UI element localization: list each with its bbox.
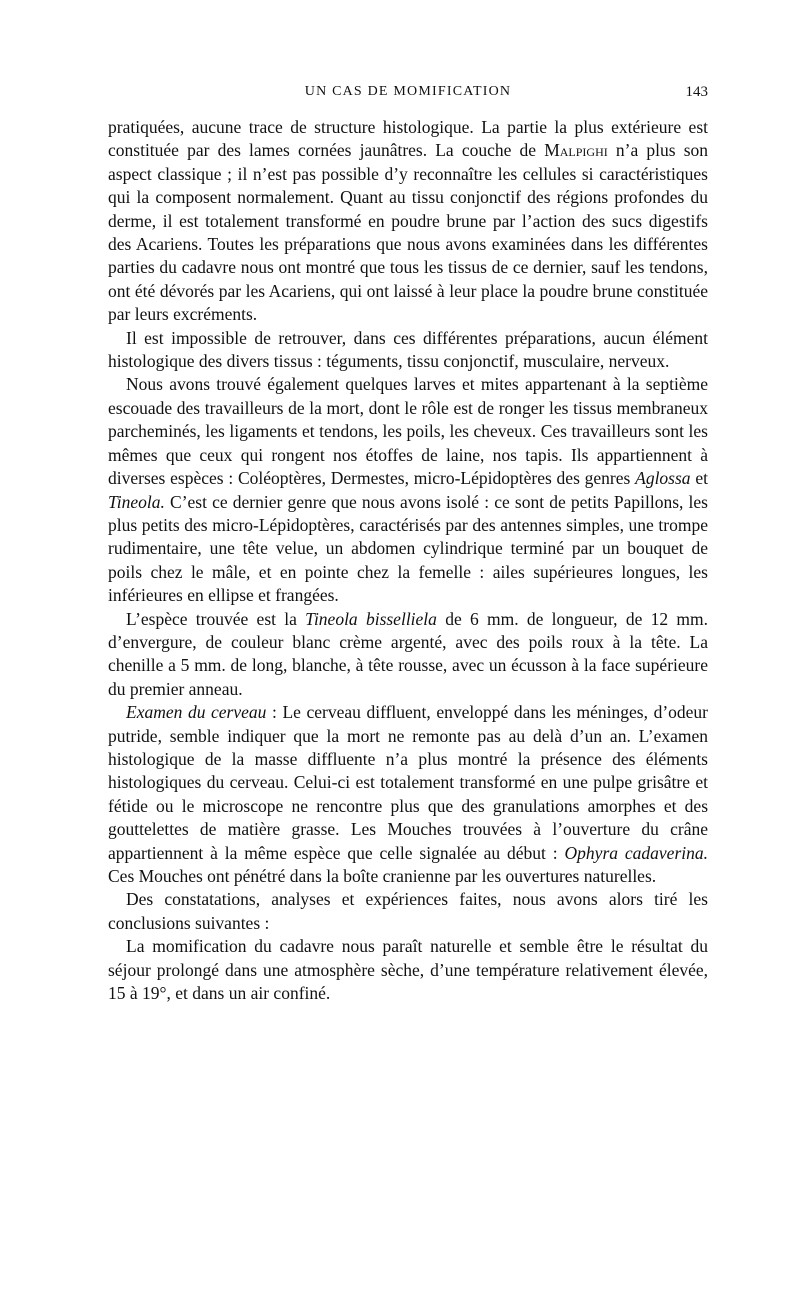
text-run: pratiquées, aucune trace de structure histologique. La partie la plus extérieure est constituée par des lames cornées jaunâtres. La couche de bbox=[108, 117, 708, 161]
paragraph-3 bbox=[108, 373, 708, 607]
body-text bbox=[108, 116, 708, 1005]
text-run: L’espèce trouvée est la bbox=[126, 608, 306, 629]
paragraph-5 bbox=[108, 701, 708, 888]
section-label-brain-exam: Examen du cerveau bbox=[126, 702, 267, 723]
text-run: Nous avons trouvé également quelques larves et mites appartenant à la septième escouade des travailleurs de la mort, dont le rôle est de ronger les tissus membraneux parcheminés, les ligaments et tendons, les poils, les cheveux. Ces travailleurs sont les mêmes que ceux qui rongent nos étoffes de laine, nos tapis. Ils appartiennent à diverses espèces : Coléoptères, Dermestes, micro-Lépidoptères des genres bbox=[108, 374, 708, 489]
author-name-malpighi: Malpighi bbox=[544, 140, 608, 161]
paragraph-6: Des constatations, analyses et expériences faites, nous avons alors tiré les conclusions suivantes : bbox=[108, 889, 708, 933]
species-ophyra: Ophyra cadaverina. bbox=[564, 842, 708, 863]
running-header bbox=[108, 84, 708, 108]
paragraph-4 bbox=[108, 608, 708, 702]
paragraph-1 bbox=[108, 116, 708, 327]
text-run: C’est ce dernier genre que nous avons isolé : ce sont de petits Papillons, les plus petits des micro-Lépidoptères, caractérisés par des antennes simples, une trompe rudimentaire, une tête velue, un abdomen cylindrique terminé par un bouquet de poils chez le mâle, et en pointe chez la femelle : ailes supérieures longues, les inférieures en ellipse et frangées. bbox=[108, 491, 708, 606]
text-run: Ces Mouches ont pénétré dans la boîte cranienne par les ouvertures naturelles. bbox=[108, 866, 657, 886]
genus-aglossa: Aglossa bbox=[635, 468, 691, 489]
genus-tineola: Tineola. bbox=[108, 491, 165, 512]
text-run: de 6 mm. de longueur, de 12 mm. d’envergure, de couleur blanc crème argenté, avec des poils roux à la tête. La chenille a 5 mm. de long, blanche, à tête rousse, avec un écusson à la face supérieure du premier anneau. bbox=[108, 608, 708, 699]
paragraph-7: La momification du cadavre nous paraît naturelle et semble être le résultat du séjour prolongé dans une atmosphère sèche, d’une température relativement élevée, 15 à 19°, et dans un air confiné. bbox=[108, 936, 708, 1004]
paragraph-2: Il est impossible de retrouver, dans ces différentes préparations, aucun élément histologique des divers tissus : téguments, tissu conjonctif, musculaire, nerveux. bbox=[108, 327, 708, 372]
running-title: UN CAS DE MOMIFICATION bbox=[304, 84, 512, 99]
page-number: 143 bbox=[685, 84, 708, 100]
text-run: n’a plus son aspect classique ; il n’est pas possible d’y reconnaître les cellules si caractéristiques qui la composent normalement. Quant au tissu conjonctif des régions profondes du derme, il est totalement transformé en poudre brune par l’action des sucs digestifs des Acariens. Toutes les préparations que nous avons examinées dans les différentes parties du cadavre nous ont montré que tous les tissus de ce dernier, sauf les tendons, ont été dévorés par les Acariens, qui ont laissé à leur place la poudre brune constituée par leurs excréments. bbox=[108, 140, 709, 325]
species-name: Tineola bisselliela bbox=[305, 608, 437, 629]
text-run: : Le cerveau diffluent, enveloppé dans les méninges, d’odeur putride, semble indiquer que la mort ne remonte pas au delà d’un an. L’examen histologique de la masse diffluente n’a plus montré la présence des éléments histologiques du cerveau. Celui-ci est totalement transformé en une pulpe grisâtre et fétide ou le microscope ne rencontre plus que des granulations amorphes et des gouttelettes de matière grasse. Les Mouches trouvées à l’ouverture du crâne appartiennent à la même espèce que celle signalée au début : bbox=[108, 702, 708, 863]
text-run: et bbox=[690, 468, 708, 489]
